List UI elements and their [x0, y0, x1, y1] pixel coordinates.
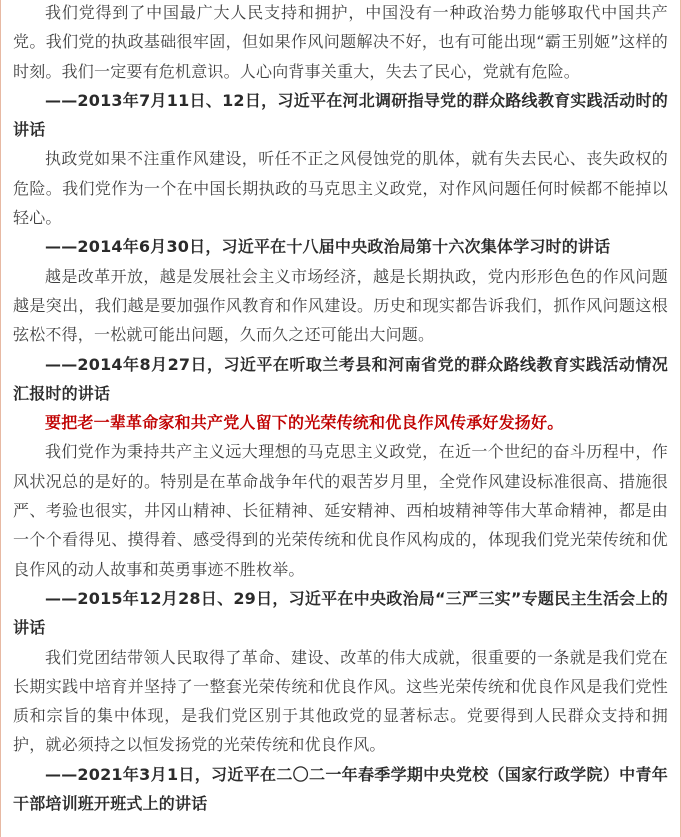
quote-paragraph: 我们党作为秉持共产主义远大理想的马克思主义政党，在近一个世纪的奋斗历程中，作风状况总的是好的。特别是在革命战争年代的艰苦岁月里，全党作风建设标准很高、措施很严、考验也很实，井冈山精神、长征精神、延安精神、西柏坡精神等伟大革命精神，都是由一个个看得见、摸得着、感受得到的光荣传统和优良作风构成的，体现我们党光荣传统和优良作风的动人故事和英勇事迹不胜枚举。 [13, 442, 668, 579]
article-content [1, 0, 680, 818]
quote-source: ——2014年6月30日，习近平在十八届中央政治局第十六次集体学习时的讲话 [45, 237, 611, 257]
quote-paragraph: 我们党团结带领人民取得了革命、建设、改革的伟大成就，很重要的一条就是我们党在长期实践中培育并坚持了一整套光荣传统和优良作风。这些光荣传统和优良作风是我们党性质和宗旨的集中体现，是我们党区别于其他政党的显著标志。党要得到人民群众支持和拥护，就必须持之以恒发扬党的光荣传统和优良作风。 [13, 647, 668, 755]
quote-source: ——2021年3月1日，习近平在二〇二一年春季学期中央党校（国家行政学院）中青年干部培训班开班式上的讲话 [13, 764, 668, 814]
section-headline: 要把老一辈革命家和共产党人留下的光荣传统和优良作风传承好发扬好。 [45, 413, 564, 433]
quote-paragraph: 我们党得到了中国最广大人民支持和拥护，中国没有一种政治势力能够取代中国共产党。我们党的执政基础很牢固，但如果作风问题解决不好，也有可能出现“霸王别姬”这样的时刻。我们一定要有危机意识。人心向背事关重大，失去了民心，党就有危险。 [13, 3, 668, 81]
quote-paragraph: 执政党如果不注重作风建设，听任不正之风侵蚀党的肌体，就有失去民心、丧失政权的危险。我们党作为一个在中国长期执政的马克思主义政党，对作风问题任何时候都不能掉以轻心。 [13, 149, 668, 228]
quote-source: ——2015年12月28日、29日，习近平在中央政治局“三严三实”专题民主生活会上的讲话 [13, 588, 668, 638]
quote-source: ——2014年8月27日，习近平在听取兰考县和河南省党的群众路线教育实践活动情况汇报时的讲话 [13, 354, 668, 403]
quote-paragraph: 越是改革开放，越是发展社会主义市场经济，越是长期执政，党内形形色色的作风问题越是突出，我们越是要加强作风教育和作风建设。历史和现实都告诉我们，抓作风问题这根弦松不得，一松就可能出问题，久而久之还可能出大问题。 [13, 266, 668, 345]
quote-source: ——2013年7月11日、12日，习近平在河北调研指导党的群众路线教育实践活动时的讲话 [13, 90, 668, 140]
